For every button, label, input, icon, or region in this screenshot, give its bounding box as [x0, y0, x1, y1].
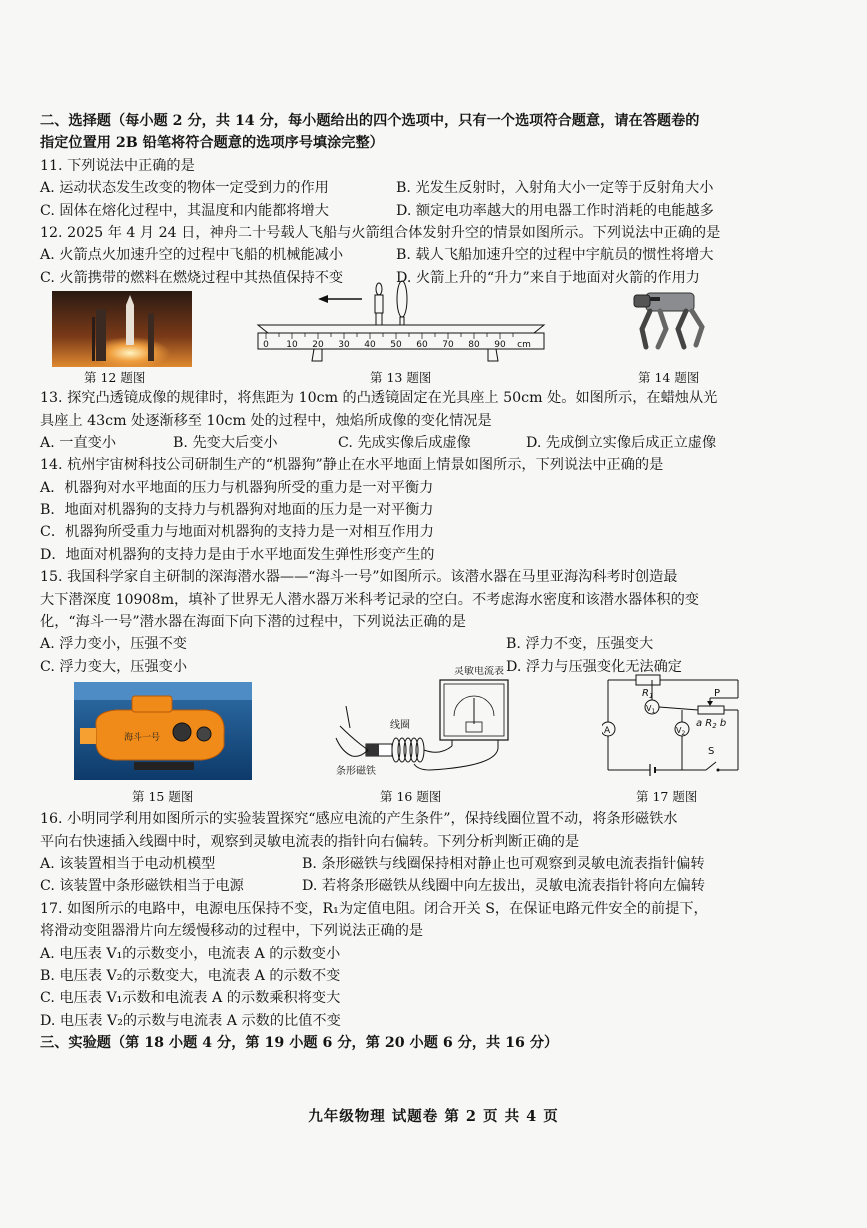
question-15-stem: 15. 我国科学家自主研制的深海潜水器——“海斗一号”如图所示。该潜水器在马里亚海沟科考时创造最: [40, 569, 678, 586]
svg-text:V1: [646, 704, 655, 715]
r2-b-label: b: [716, 718, 727, 730]
robot-dog-image: [620, 277, 720, 363]
option-a: A. 浮力变小，压强不变: [40, 636, 187, 653]
figure-17-caption: 第 17 题图: [636, 789, 698, 805]
svg-text:a R2 b: [696, 718, 726, 730]
option-d: D. 若将条形磁铁从线圈中向左拔出，灵敏电流表指针将向左偏转: [302, 878, 705, 895]
ruler-tick-label: 0: [263, 340, 269, 351]
option-a: A. 电压表 V₁的示数变小，电流表 A 的示数变小: [40, 945, 341, 962]
option-d: D. 额定电功率越大的用电器工作时消耗的电能越多: [396, 202, 714, 219]
question-13-stem: 13. 探究凸透镜成像的规律时，将焦距为 10cm 的凸透镜固定在光具座上 50cm 处。如图所示，在蜡烛从光: [40, 390, 718, 407]
question-17-stem-cont: 将滑动变阻器滑片向左缓慢移动的过程中，下列说法正确的是: [40, 923, 424, 940]
coil-label: 线圈: [390, 720, 410, 732]
option-b: B. 光发生反射时，入射角大小一定等于反射角大小: [396, 180, 714, 197]
option-a: A．机器狗对水平地面的压力与机器狗所受的重力是一对平衡力: [40, 479, 434, 496]
ruler-tick-label: 40: [364, 340, 376, 351]
ammeter-label: A: [604, 726, 611, 737]
submersible-name-label: 海斗一号: [124, 733, 161, 744]
option-c: C. 固体在熔化过程中，其温度和内能都将增大: [40, 202, 329, 219]
question-12-stem: 12. 2025 年 4 月 24 日，神舟二十号载人飞船与火箭组合体发射升空的情景如图所示。下列说法中正确的是: [40, 224, 721, 241]
r2-subscript: 2: [712, 722, 717, 731]
question-15-options-ab: [40, 633, 830, 655]
r2-label: a R: [696, 718, 713, 730]
ruler-tick-label: 30: [338, 340, 350, 351]
option-d: D. 浮力与压强变化无法确定: [506, 658, 682, 675]
induction-apparatus-diagram: [330, 666, 530, 786]
r1-subscript: 1: [648, 692, 654, 701]
option-a: A. 该装置相当于电动机模型: [40, 855, 216, 872]
question-13-stem-cont: 具座上 43cm 处逐渐移至 10cm 处的过程中，烛焰所成像的变化情况是: [40, 412, 492, 429]
option-d: D. 火箭上升的“升力”来自于地面对火箭的作用力: [396, 269, 700, 286]
question-17-stem: 17. 如图所示的电路中，电源电压保持不变，R₁为定值电阻。闭合开关 S，在保证电路元件安全的前提下，: [40, 900, 708, 917]
ruler-tick-label: 50: [390, 340, 402, 351]
section-heading-cont: 指定位置用 2B 铅笔将符合题意的选项序号填涂完整）: [40, 135, 384, 152]
section-heading: 三、实验题（第 18 小题 4 分，第 19 小题 6 分，第 20 小题 6 分，共 16 分）: [40, 1035, 559, 1052]
question-11-stem: 11. 下列说法中正确的是: [40, 157, 195, 174]
option-b: B. 先变大后变小: [173, 434, 278, 451]
option-c: C．机器狗所受重力与地面对机器狗的支持力是一对相互作用力: [40, 524, 434, 541]
figure-16-caption: 第 16 题图: [380, 789, 442, 805]
switch-label: S: [708, 746, 715, 758]
ruler-unit: cm: [517, 340, 531, 351]
section-heading: 二、选择题（每小题 2 分，共 14 分，每小题给出的四个选项中，只有一个选项符合题意，请在答题卷的: [40, 113, 700, 129]
option-c: C. 电压表 V₁示数和电流表 A 的示数乘积将变大: [40, 990, 341, 1007]
option-d: D. 先成倒立实像后成正立虚像: [526, 434, 717, 451]
v1-subscript: 1: [651, 708, 656, 716]
question-16-options-ab: [40, 853, 830, 875]
question-12-options-ab: [40, 244, 830, 266]
slider-p-label: P: [714, 688, 721, 700]
option-a: A. 运动状态发生改变的物体一定受到力的作用: [40, 180, 329, 197]
exam-page: [40, 110, 830, 1055]
figure-14-caption: 第 14 题图: [638, 370, 700, 386]
question-11-options-ab: [40, 177, 830, 199]
ruler-tick-label: 20: [312, 340, 324, 351]
question-16-stem-cont: 平向右快速插入线圈中时，观察到灵敏电流表的指针向右偏转。下列分析判断正确的是: [40, 833, 580, 850]
option-b: B. 条形磁铁与线圈保持相对静止也可观察到灵敏电流表指针偏转: [302, 855, 705, 872]
v2-label: V: [676, 726, 682, 736]
ruler-tick-label: 90: [494, 340, 506, 351]
option-a: A. 一直变小: [40, 434, 117, 451]
question-14-stem: 14. 杭州宇宙树科技公司研制生产的“机器狗”静止在水平地面上情景如图所示，下列说法中正确的是: [40, 457, 664, 474]
figure-12-caption: 第 12 题图: [84, 370, 146, 386]
option-d: D. 电压表 V₂的示数与电流表 A 示数的比值不变: [40, 1012, 341, 1029]
ruler-tick-label: 60: [416, 340, 428, 351]
question-11-options-cd: [40, 200, 830, 222]
magnet-label: 条形磁铁: [336, 766, 376, 778]
figure-13-caption: 第 13 题图: [370, 370, 432, 386]
v2-subscript: 2: [681, 730, 686, 738]
option-d: D．地面对机器狗的支持力是由于水平地面发生弹性形变产生的: [40, 546, 435, 563]
ruler-tick-label: 70: [442, 340, 454, 351]
option-b: B. 电压表 V₂的示数变大，电流表 A 的示数不变: [40, 967, 341, 984]
option-c: C. 浮力变大，压强变小: [40, 658, 188, 675]
option-c: C. 该装置中条形磁铁相当于电源: [40, 878, 244, 895]
question-16-stem: 16. 小明同学利用如图所示的实验装置探究“感应电流的产生条件”，保持线圈位置不动，将条形磁铁水: [40, 811, 678, 828]
galvanometer-label: 灵敏电流表: [454, 666, 504, 678]
option-c: C. 火箭携带的燃料在燃烧过程中其热值保持不变: [40, 269, 344, 286]
circuit-diagram: [602, 670, 772, 782]
page-footer: 九年级物理 试题卷 第 2 页 共 4 页: [308, 1108, 559, 1125]
rocket-launch-photo: [52, 291, 192, 367]
ruler-tick-label: 10: [286, 340, 298, 351]
question-16-options-cd: [40, 875, 830, 897]
figure-15-caption: 第 15 题图: [132, 789, 194, 805]
question-15-stem-cont2: 化，“海斗一号”潜水器在海面下向下潜的过程中，下列说法正确的是: [40, 614, 466, 631]
svg-text:V2: [676, 726, 685, 737]
option-c: C. 先成实像后成虚像: [338, 434, 471, 451]
submersible-photo: [74, 682, 252, 780]
option-a: A. 火箭点火加速升空的过程中飞船的机械能减小: [40, 247, 344, 264]
option-b: B．地面对机器狗的支持力与机器狗对地面的压力是一对平衡力: [40, 502, 434, 519]
optical-bench-diagram: [252, 277, 548, 377]
question-15-stem-cont: 大下潜深度 10908m，填补了世界无人潜水器万米科考记录的空白。不考虑海水密度和该潜水器体积的变: [40, 591, 699, 608]
question-13-options: [40, 432, 830, 454]
r1-label: R: [642, 688, 649, 700]
v1-label: V: [646, 704, 652, 714]
option-b: B. 载人飞船加速升空的过程中宇航员的惯性将增大: [396, 247, 714, 264]
ruler-tick-label: 80: [468, 340, 480, 351]
figure-row-1: [40, 289, 830, 387]
option-b: B. 浮力不变，压强变大: [506, 636, 654, 653]
